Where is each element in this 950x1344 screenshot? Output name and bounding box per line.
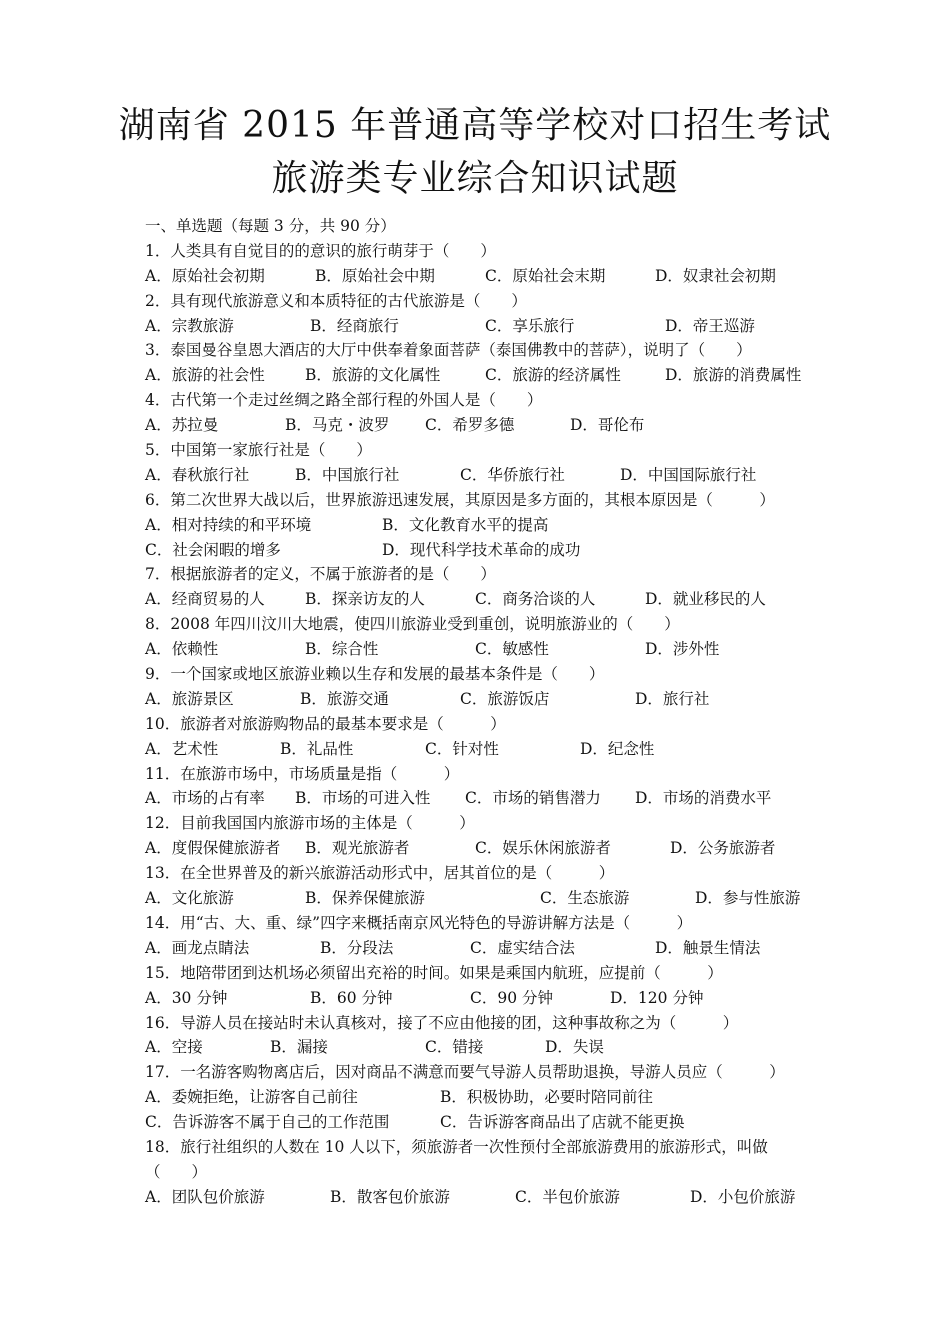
question-stem: 10．旅游者对旅游购物品的最基本要求是（ ） — [145, 714, 506, 733]
answer-option: A．委婉拒绝，让游客自己前往 — [145, 1088, 358, 1107]
option-row — [145, 413, 815, 438]
question-stem: 14．用“古、大、重、绿”四字来概括南京风光特色的导游讲解方法是（ ） — [145, 913, 693, 932]
question-stem: 15．地陪带团到达机场必须留出充裕的时间。如果是乘国内航班，应提前（ ） — [145, 963, 723, 982]
answer-option: B．积极协助，必要时陪同前往 — [440, 1088, 653, 1107]
answer-option: C．生态旅游 — [540, 889, 630, 908]
option-row — [145, 1085, 815, 1110]
question-stem: 5．中国第一家旅行社是（ ） — [145, 441, 372, 460]
answer-option: C．虚实结合法 — [470, 938, 575, 957]
answer-option: A．画龙点睛法 — [145, 938, 250, 957]
answer-option: D．旅游的消费属性 — [665, 366, 802, 385]
question-stem: 2．具有现代旅游意义和本质特征的古代旅游是（ ） — [145, 291, 527, 310]
option-row — [145, 314, 815, 339]
answer-option: B．探亲访友的人 — [305, 590, 425, 609]
answer-option: B．马克・波罗 — [285, 416, 390, 435]
answer-option: B．原始社会中期 — [315, 266, 435, 285]
answer-option: D．失误 — [545, 1038, 604, 1057]
question-stem: 6．第二次世界大战以后，世界旅游迅速发展，其原因是多方面的，其根本原因是（ ） — [145, 490, 775, 509]
answer-option: A．苏拉曼 — [145, 416, 219, 435]
answer-option: C．错接 — [425, 1038, 484, 1057]
answer-option: A．春秋旅行社 — [145, 465, 250, 484]
answer-option: C．告诉游客不属于自己的工作范围 — [145, 1113, 390, 1132]
answer-option: C．华侨旅行社 — [460, 465, 565, 484]
answer-option: D．帝王巡游 — [665, 316, 755, 335]
answer-option: B．市场的可进入性 — [295, 789, 431, 808]
question-stem: 8．2008 年四川汶川大地震，使四川旅游业受到重创，说明旅游业的（ ） — [145, 615, 680, 634]
answer-option: B．中国旅行社 — [295, 465, 400, 484]
answer-option: D．小包价旅游 — [690, 1187, 796, 1206]
answer-option: B．综合性 — [305, 640, 379, 659]
answer-option: A．旅游的社会性 — [145, 366, 265, 385]
answer-option: A．文化旅游 — [145, 889, 234, 908]
answer-option: C．针对性 — [425, 739, 499, 758]
answer-option: B．分段法 — [320, 938, 394, 957]
option-row — [145, 737, 815, 762]
answer-option: D．参与性旅游 — [695, 889, 801, 908]
option-row — [145, 836, 815, 861]
answer-option: B．礼品性 — [280, 739, 354, 758]
answer-option: A．度假保健旅游者 — [145, 839, 281, 858]
question-stem: 3．泰国曼谷皇恩大酒店的大厅中供奉着象面菩萨（泰国佛教中的菩萨），说明了（ ） — [145, 341, 752, 360]
answer-option: D．涉外性 — [645, 640, 720, 659]
answer-option: A．经商贸易的人 — [145, 590, 265, 609]
answer-option: D．现代科学技术革命的成功 — [382, 540, 581, 559]
answer-option: A．团队包价旅游 — [145, 1187, 265, 1206]
exam-body — [145, 214, 815, 1210]
option-row — [145, 363, 815, 388]
answer-option: A．相对持续的和平环境 — [145, 515, 312, 534]
answer-option: D．中国国际旅行社 — [620, 465, 757, 484]
answer-option: D．公务旅游者 — [670, 839, 776, 858]
answer-option: D．纪念性 — [580, 739, 655, 758]
answer-option: A．宗教旅游 — [145, 316, 234, 335]
question-stem-continued: （ ） — [145, 1162, 208, 1181]
answer-option: D．就业移民的人 — [645, 590, 766, 609]
answer-option: C．市场的销售潜力 — [465, 789, 601, 808]
answer-option: B．观光旅游者 — [305, 839, 410, 858]
question-stem: 1．人类具有自觉目的的意识的旅行萌芽于（ ） — [145, 241, 496, 260]
answer-option: C．娱乐休闲旅游者 — [475, 839, 611, 858]
option-row — [145, 1035, 815, 1060]
answer-option: A．空接 — [145, 1038, 203, 1057]
answer-option: A．依赖性 — [145, 640, 219, 659]
option-row — [145, 264, 815, 289]
answer-option: B．散客包价旅游 — [330, 1187, 450, 1206]
question-stem: 17．一名游客购物离店后，因对商品不满意而要气导游人员帮助退换，导游人员应（ ） — [145, 1063, 785, 1082]
answer-option: C．半包价旅游 — [515, 1187, 620, 1206]
page-title: 湖南省 2015 年普通高等学校对口招生考试 — [118, 105, 832, 146]
answer-option: C．社会闲暇的增多 — [145, 540, 281, 559]
answer-option: D．旅行社 — [635, 689, 710, 708]
option-row — [145, 936, 815, 961]
page-subtitle: 旅游类专业综合知识试题 — [271, 158, 679, 199]
answer-option: B．保养保健旅游 — [305, 889, 425, 908]
question-stem: 12．目前我国国内旅游市场的主体是（ ） — [145, 814, 475, 833]
answer-option: D．市场的消费水平 — [635, 789, 772, 808]
answer-option: D．哥伦布 — [570, 416, 645, 435]
answer-option: B．60 分钟 — [310, 988, 393, 1007]
option-row — [145, 886, 815, 911]
option-row — [145, 1110, 815, 1135]
answer-option: B．经商旅行 — [310, 316, 399, 335]
answer-option: D．奴隶社会初期 — [655, 266, 776, 285]
option-row — [145, 1185, 815, 1210]
answer-option: B．旅游交通 — [300, 689, 389, 708]
answer-option: A．原始社会初期 — [145, 266, 265, 285]
option-row — [145, 687, 815, 712]
answer-option: A．30 分钟 — [145, 988, 228, 1007]
question-stem: 4．古代第一个走过丝绸之路全部行程的外国人是（ ） — [145, 391, 543, 410]
answer-option: C．敏感性 — [475, 640, 549, 659]
answer-option: D．触景生情法 — [655, 938, 761, 957]
answer-option: C．90 分钟 — [470, 988, 554, 1007]
question-stem: 13．在全世界普及的新兴旅游活动形式中，居其首位的是（ ） — [145, 864, 615, 883]
answer-option: B．旅游的文化属性 — [305, 366, 441, 385]
answer-option: C．旅游的经济属性 — [485, 366, 621, 385]
option-row — [145, 986, 815, 1011]
answer-option: B．漏接 — [270, 1038, 328, 1057]
section-heading: 一、单选题（每题 3 分，共 90 分） — [145, 217, 396, 235]
option-row — [145, 513, 815, 538]
question-stem: 18．旅行社组织的人数在 10 人以下，须旅游者一次性预付全部旅游费用的旅游形式，叫做 — [145, 1137, 768, 1156]
option-row — [145, 786, 815, 811]
option-row — [145, 538, 815, 563]
answer-option: C．原始社会末期 — [485, 266, 606, 285]
answer-option: B．文化教育水平的提高 — [382, 515, 549, 534]
question-stem: 9．一个国家或地区旅游业赖以生存和发展的最基本条件是（ ） — [145, 665, 605, 684]
option-row — [145, 637, 815, 662]
answer-option: C．享乐旅行 — [485, 316, 575, 335]
question-stem: 11．在旅游市场中，市场质量是指（ ） — [145, 764, 460, 783]
answer-option: C．告诉游客商品出了店就不能更换 — [440, 1113, 685, 1132]
option-row — [145, 463, 815, 488]
answer-option: C．旅游饭店 — [460, 689, 550, 708]
answer-option: A．旅游景区 — [145, 689, 234, 708]
answer-option: A．艺术性 — [145, 739, 219, 758]
question-stem: 16．导游人员在接站时未认真核对，接了不应由他接的团，这种事故称之为（ ） — [145, 1013, 739, 1032]
option-row — [145, 587, 815, 612]
answer-option: C．希罗多德 — [425, 416, 515, 435]
answer-option: C．商务洽谈的人 — [475, 590, 596, 609]
answer-option: D．120 分钟 — [610, 988, 704, 1007]
answer-option: A．市场的占有率 — [145, 789, 265, 808]
question-stem: 7．根据旅游者的定义，不属于旅游者的是（ ） — [145, 565, 496, 584]
